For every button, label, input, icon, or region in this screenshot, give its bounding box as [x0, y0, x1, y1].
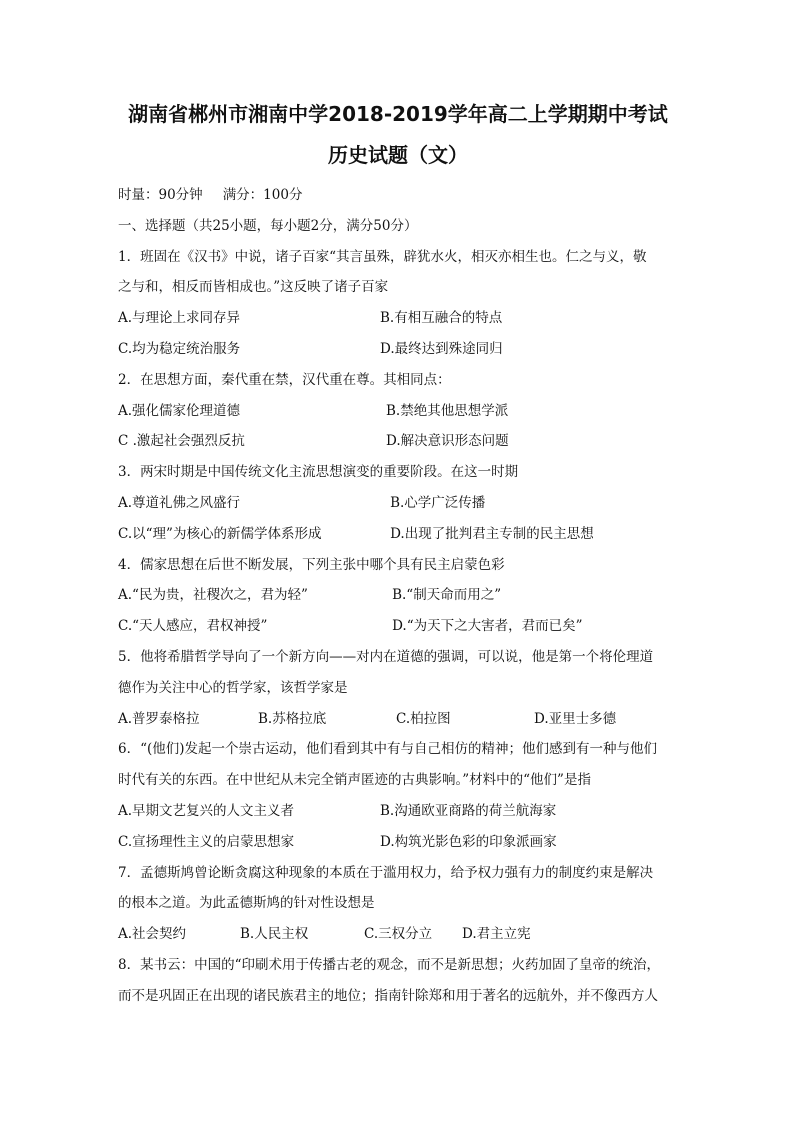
question-1-option-c: C.均为稳定统治服务 [118, 340, 241, 357]
question-2-stem-line-1: 2．在思想方面，秦代重在禁，汉代重在尊。其相同点： [118, 371, 451, 388]
question-3-options-row-1 [118, 493, 678, 513]
question-2-option-b: B.禁绝其他思想学派 [386, 402, 509, 419]
question-6-option-b: B.沟通欧亚商路的荷兰航海家 [380, 802, 557, 819]
question-7-option-b: B.人民主权 [240, 926, 309, 943]
question-5-option-b: B.苏格拉底 [258, 710, 327, 727]
question-7-stem-line-2: 的根本之道。为此孟德斯鸠的针对性设想是 [118, 895, 375, 912]
question-5-option-a: A.普罗泰格拉 [118, 710, 200, 727]
question-3-option-a: A.尊道礼佛之风盛行 [118, 494, 241, 511]
question-1-option-a: A.与理论上求同存异 [118, 310, 241, 327]
question-1-option-b: B.有相互融合的特点 [380, 310, 503, 327]
question-4-option-a: A.“民为贵，社稷次之，君为轻” [118, 587, 308, 604]
exam-score: 满分：100分 [222, 187, 303, 203]
question-6-option-a: A.早期文艺复兴的人文主义者 [118, 802, 295, 819]
question-5-stem [118, 647, 678, 698]
question-8-stem-line-1: 8．某书云：中国的“印刷术用于传播古老的观念，而不是新思想；火药加固了皇帝的统治， [118, 956, 660, 973]
question-1-stem [118, 247, 678, 298]
question-1-options-row-1 [118, 308, 678, 328]
question-4-option-b: B.“制天命而用之” [392, 587, 502, 604]
question-6-stem-line-2: 时代有关的东西。在中世纪从未完全销声匿迹的古典影响。”材料中的“他们”是指 [118, 772, 591, 789]
question-7-stem [118, 863, 678, 914]
question-2-option-c: C .激起社会强烈反抗 [118, 433, 245, 450]
question-6-stem-line-1: 6．“(他们)发起一个崇古运动，他们看到其中有与自己相仿的精神；他们感到有一种与他们 [118, 741, 658, 758]
question-6-option-c: C.宣扬理性主义的启蒙思想家 [118, 833, 295, 850]
question-4-option-d: D.“为天下之大害者，君而已矣” [392, 618, 583, 635]
question-1-option-d: D.最终达到殊途同归 [380, 340, 503, 357]
question-7-option-c: C.三权分立 [364, 926, 433, 943]
question-7-option-d: D.君主立宪 [462, 926, 531, 943]
question-3-stem [118, 462, 678, 482]
exam-page [118, 100, 678, 1017]
question-1-stem-line-1: 1．班固在《汉书》中说，诸子百家“其言虽殊，辟犹水火，相灭亦相生也。仁之与义，敬 [118, 248, 647, 265]
question-8-stem [118, 955, 678, 1006]
question-7-options [118, 924, 678, 944]
question-7-stem-line-1: 7．孟德斯鸠曾论断贪腐这种现象的本质在于滥用权力，给予权力强有力的制度约束是解决 [118, 864, 654, 881]
exam-time: 时量：90分钟 [118, 187, 203, 203]
question-2-options-row-1 [118, 401, 678, 421]
question-4-options-row-1 [118, 585, 678, 605]
question-2-stem [118, 370, 678, 390]
question-5-options [118, 709, 678, 729]
exam-title-line1: 湖南省郴州市湘南中学2018-2019学年高二上学期期中考试 [128, 102, 668, 126]
question-6-options-row-1 [118, 801, 678, 821]
section-heading: 一、选择题（共25小题，每小题2分，满分50分） [118, 217, 418, 234]
question-3-options-row-2 [118, 524, 678, 544]
question-5-option-c: C.柏拉图 [396, 710, 451, 727]
question-4-options-row-2 [118, 616, 678, 636]
question-6-option-d: D.构筑光影色彩的印象派画家 [380, 833, 557, 850]
question-7-option-a: A.社会契约 [118, 926, 187, 943]
question-8-stem-line-2: 而不是巩固正在出现的诸民族君主的地位；指南针除郑和用于著名的远航外，并不像西方人 [118, 987, 658, 1004]
question-2-option-a: A.强化儒家伦理道德 [118, 402, 241, 419]
question-4-stem [118, 555, 678, 575]
question-2-options-row-2 [118, 431, 678, 451]
question-6-options-row-2 [118, 832, 678, 852]
question-3-option-c: C.以“理”为核心的新儒学体系形成 [118, 525, 322, 542]
question-6-stem [118, 739, 678, 790]
question-5-stem-line-1: 5．他将希腊哲学导向了一个新方向——对内在道德的强调，可以说，他是第一个将伦理道 [118, 648, 654, 665]
question-5-option-d: D.亚里士多德 [534, 710, 617, 727]
question-1-stem-line-2: 之与和，相反而皆相成也。”这反映了诸子百家 [118, 279, 389, 296]
question-5-stem-line-2: 德作为关注中心的哲学家，该哲学家是 [118, 679, 348, 696]
exam-meta [118, 185, 678, 205]
question-3-option-d: D.出现了批判君主专制的民主思想 [390, 525, 594, 542]
question-4-stem-line-1: 4．儒家思想在后世不断发展，下列主张中哪个具有民主启蒙色彩 [118, 556, 505, 573]
question-3-option-b: B.心学广泛传播 [390, 494, 486, 511]
question-2-option-d: D.解决意识形态问题 [386, 433, 509, 450]
exam-title-line2: 历史试题（文） [328, 143, 468, 167]
question-1-options-row-2 [118, 339, 678, 359]
question-4-option-c: C.“天人感应，君权神授” [118, 618, 268, 635]
question-3-stem-line-1: 3．两宋时期是中国传统文化主流思想演变的重要阶段。在这一时期 [118, 464, 519, 481]
